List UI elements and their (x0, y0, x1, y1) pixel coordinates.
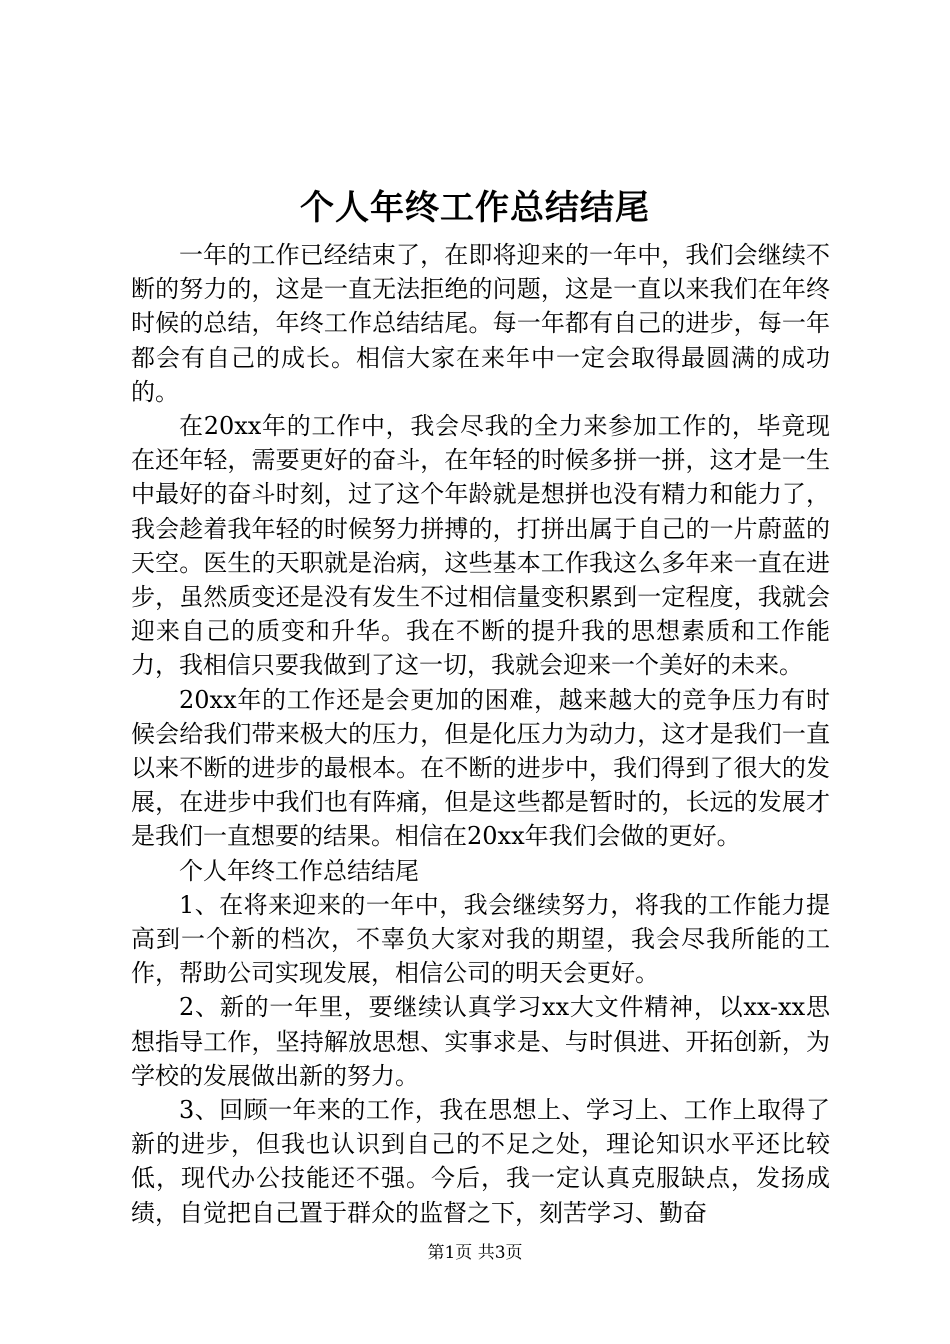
paragraph-item-1: 1、在将来迎来的一年中，我会继续努力，将我的工作能力提高到一个新的档次，不辜负大家对我的期望，我会尽我所能的工作，帮助公司实现发展，相信公司的明天会更好。 (131, 890, 830, 988)
document-body (131, 238, 830, 1230)
paragraph-2: 在20xx年的工作中，我会尽我的全力来参加工作的，毕竟现在还年轻，需要更好的奋斗，在年轻的时候多拼一拼，这才是一生中最好的奋斗时刻，过了这个年龄就是想拼也没有精力和能力了，我会趁着我年轻的时候努力拼搏的，打拼出属于自己的一片蔚蓝的天空。医生的天职就是治病，这些基本工作我这么多年来一直在进步，虽然质变还是没有发生不过相信量变积累到一定程度，我就会迎来自己的质变和升华。我在不断的提升我的思想素质和工作能力，我相信只要我做到了这一切，我就会迎来一个美好的未来。 (131, 412, 830, 680)
paragraph-3: 20xx年的工作还是会更加的困难，越来越大的竞争压力有时候会给我们带来极大的压力，但是化压力为动力，这才是我们一直以来不断的进步的最根本。在不断的进步中，我们得到了很大的发展，在进步中我们也有阵痛，但是这些都是暂时的，长远的发展才是我们一直想要的结果。相信在20xx年我们会做的更好。 (131, 685, 830, 851)
section-heading: 个人年终工作总结结尾 (179, 856, 419, 885)
page-number-footer: 第1页 共3页 (427, 1243, 523, 1263)
paragraph-item-2: 2、新的一年里，要继续认真学习xx大文件精神，以xx-xx思想指导工作，坚持解放思想、实事求是、与时俱进、开拓创新，为学校的发展做出新的努力。 (131, 993, 830, 1090)
paragraph-item-3: 3、回顾一年来的工作，我在思想上、学习上、工作上取得了新的进步，但我也认识到自己的不足之处，理论知识水平还比较低，现代办公技能还不强。今后，我一定认真克服缺点，发扬成绩，自觉把自己置于群众的监督之下，刻苦学习、勤奋 (131, 1096, 830, 1227)
document-title: 个人年终工作总结结尾 (300, 188, 650, 228)
paragraph-1: 一年的工作已经结束了，在即将迎来的一年中，我们会继续不断的努力的，这是一直无法拒绝的问题，这是一直以来我们在年终时候的总结，年终工作总结结尾。每一年都有自己的进步，每一年都会有自己的成长。相信大家在来年中一定会取得最圆满的成功的。 (131, 241, 830, 406)
